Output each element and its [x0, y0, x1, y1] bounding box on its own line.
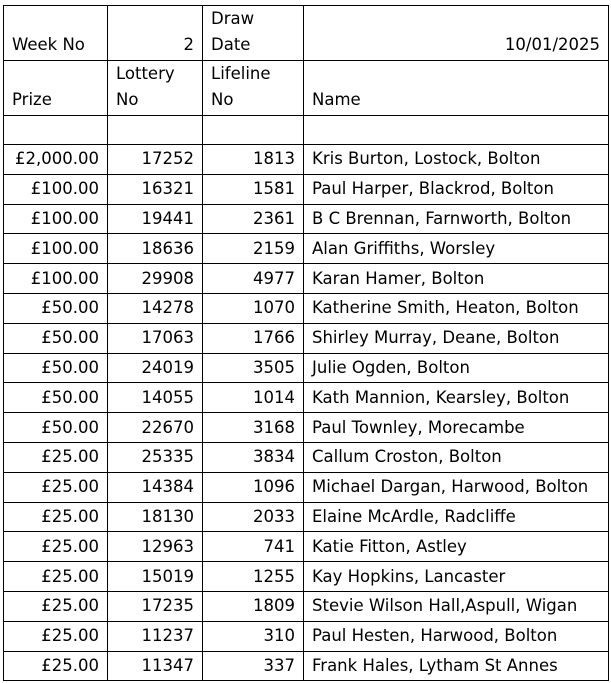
- prize-cell: £25.00: [4, 591, 108, 621]
- winner-name-cell: Katie Fitton, Astley: [304, 532, 609, 562]
- winner-name-cell: Katherine Smith, Heaton, Bolton: [304, 293, 609, 323]
- draw-date-label: [203, 6, 304, 61]
- lifeline-number-cell: 2033: [203, 502, 304, 532]
- winner-name-cell: Paul Townley, Morecambe: [304, 413, 609, 443]
- lottery-number-cell: 17235: [108, 591, 203, 621]
- lottery-number-cell: 11237: [108, 621, 203, 651]
- lifeline-number-cell: 4977: [203, 264, 304, 294]
- table-row: [4, 621, 609, 651]
- blank-cell: [108, 116, 203, 145]
- prize-cell: £100.00: [4, 204, 108, 234]
- lifeline-number-cell: 1255: [203, 562, 304, 592]
- prize-cell: £50.00: [4, 323, 108, 353]
- prize-cell: £100.00: [4, 234, 108, 264]
- table-row: [4, 353, 609, 383]
- results-table: [3, 5, 609, 681]
- lifeline-number-cell: 1070: [203, 293, 304, 323]
- prize-cell: £50.00: [4, 293, 108, 323]
- name-column-header: Name: [304, 61, 609, 116]
- winner-name-cell: Shirley Murray, Deane, Bolton: [304, 323, 609, 353]
- lifeline-number-cell: 1766: [203, 323, 304, 353]
- lottery-number-cell: 29908: [108, 264, 203, 294]
- table-row: [4, 591, 609, 621]
- prize-cell: £25.00: [4, 532, 108, 562]
- lottery-number-cell: 14278: [108, 293, 203, 323]
- lottery-number-cell: 24019: [108, 353, 203, 383]
- table-row: [4, 174, 609, 204]
- lottery-number-cell: 22670: [108, 413, 203, 443]
- table-row: [4, 383, 609, 413]
- prize-cell: £25.00: [4, 442, 108, 472]
- table-row: [4, 413, 609, 443]
- lifeline-number-cell: 1813: [203, 145, 304, 175]
- header-row-week: [4, 6, 609, 61]
- table-row: [4, 323, 609, 353]
- lifeline-number-cell: 3834: [203, 442, 304, 472]
- blank-cell: [304, 116, 609, 145]
- lottery-header-line2: No: [116, 90, 139, 109]
- winner-name-cell: Karan Hamer, Bolton: [304, 264, 609, 294]
- lottery-number-cell: 15019: [108, 562, 203, 592]
- lifeline-number-cell: 3168: [203, 413, 304, 443]
- prize-cell: £2,000.00: [4, 145, 108, 175]
- draw-date-label-line1: Draw: [211, 9, 255, 28]
- prize-cell: £100.00: [4, 264, 108, 294]
- prize-cell: £25.00: [4, 502, 108, 532]
- table-row: [4, 204, 609, 234]
- winner-name-cell: Kay Hopkins, Lancaster: [304, 562, 609, 592]
- table-row: [4, 502, 609, 532]
- prize-cell: £25.00: [4, 562, 108, 592]
- lottery-header-line1: Lottery: [116, 64, 175, 83]
- blank-row: [4, 116, 609, 145]
- lottery-number-cell: 18636: [108, 234, 203, 264]
- lifeline-number-cell: 2361: [203, 204, 304, 234]
- winner-name-cell: Kris Burton, Lostock, Bolton: [304, 145, 609, 175]
- lifeline-column-header: [203, 61, 304, 116]
- draw-date-label-line2: Date: [211, 35, 251, 54]
- winner-name-cell: Alan Griffiths, Worsley: [304, 234, 609, 264]
- lottery-number-cell: 12963: [108, 532, 203, 562]
- winner-name-cell: Paul Hesten, Harwood, Bolton: [304, 621, 609, 651]
- lottery-number-cell: 14384: [108, 472, 203, 502]
- blank-cell: [4, 116, 108, 145]
- winner-name-cell: Kath Mannion, Kearsley, Bolton: [304, 383, 609, 413]
- winner-name-cell: Michael Dargan, Harwood, Bolton: [304, 472, 609, 502]
- lottery-column-header: [108, 61, 203, 116]
- winner-name-cell: Elaine McArdle, Radcliffe: [304, 502, 609, 532]
- table-row: [4, 472, 609, 502]
- table-row: [4, 532, 609, 562]
- winner-name-cell: B C Brennan, Farnworth, Bolton: [304, 204, 609, 234]
- lottery-number-cell: 18130: [108, 502, 203, 532]
- week-label: Week No: [4, 6, 108, 61]
- prize-cell: £50.00: [4, 353, 108, 383]
- lifeline-number-cell: 1014: [203, 383, 304, 413]
- winner-name-cell: Paul Harper, Blackrod, Bolton: [304, 174, 609, 204]
- lifeline-number-cell: 2159: [203, 234, 304, 264]
- lifeline-number-cell: 1581: [203, 174, 304, 204]
- week-value: 2: [108, 6, 203, 61]
- table-row: [4, 293, 609, 323]
- lifeline-number-cell: 1096: [203, 472, 304, 502]
- lifeline-number-cell: 1809: [203, 591, 304, 621]
- lifeline-header-line1: Lifeline: [211, 64, 271, 83]
- prize-cell: £50.00: [4, 383, 108, 413]
- table-row: [4, 442, 609, 472]
- lottery-number-cell: 14055: [108, 383, 203, 413]
- lifeline-number-cell: 310: [203, 621, 304, 651]
- table-row: [4, 562, 609, 592]
- table-row: [4, 234, 609, 264]
- draw-date-value: 10/01/2025: [304, 6, 609, 61]
- lifeline-number-cell: 3505: [203, 353, 304, 383]
- prize-cell: £25.00: [4, 651, 108, 681]
- lottery-number-cell: 16321: [108, 174, 203, 204]
- prize-cell: £25.00: [4, 621, 108, 651]
- table-row: [4, 651, 609, 681]
- lottery-number-cell: 11347: [108, 651, 203, 681]
- lifeline-number-cell: 337: [203, 651, 304, 681]
- lottery-number-cell: 25335: [108, 442, 203, 472]
- winner-name-cell: Callum Croston, Bolton: [304, 442, 609, 472]
- lifeline-number-cell: 741: [203, 532, 304, 562]
- header-row-columns: [4, 61, 609, 116]
- lottery-number-cell: 17063: [108, 323, 203, 353]
- lifeline-header-line2: No: [211, 90, 234, 109]
- table-row: [4, 264, 609, 294]
- lottery-number-cell: 19441: [108, 204, 203, 234]
- blank-cell: [203, 116, 304, 145]
- winner-name-cell: Stevie Wilson Hall,Aspull, Wigan: [304, 591, 609, 621]
- table-row: [4, 145, 609, 175]
- winner-name-cell: Julie Ogden, Bolton: [304, 353, 609, 383]
- prize-column-header: Prize: [4, 61, 108, 116]
- winner-name-cell: Frank Hales, Lytham St Annes: [304, 651, 609, 681]
- prize-cell: £25.00: [4, 472, 108, 502]
- prize-cell: £100.00: [4, 174, 108, 204]
- prize-cell: £50.00: [4, 413, 108, 443]
- lottery-number-cell: 17252: [108, 145, 203, 175]
